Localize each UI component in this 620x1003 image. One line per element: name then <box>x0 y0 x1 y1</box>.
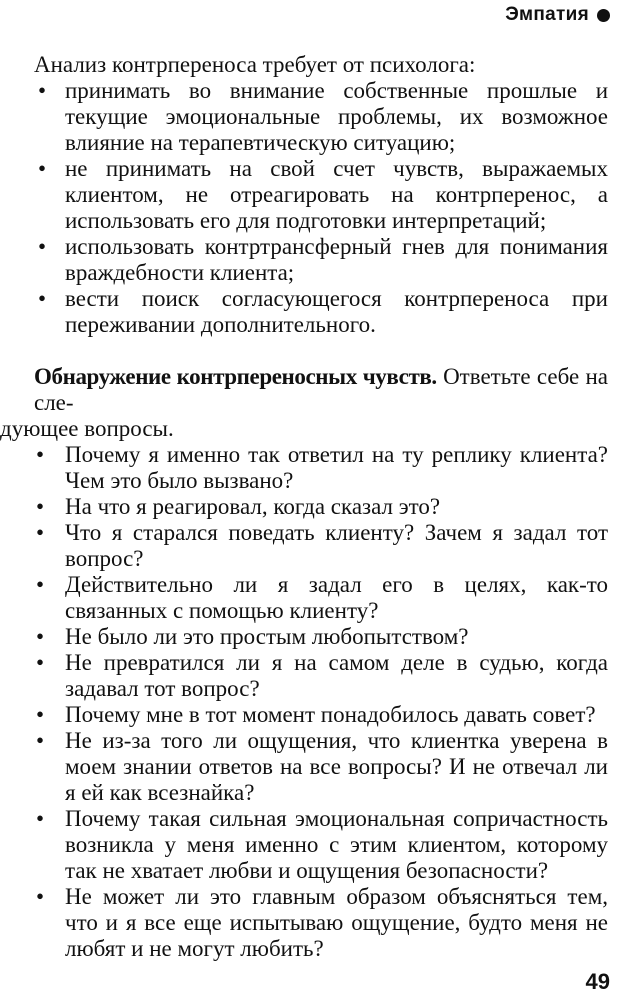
section2 <box>0 364 620 962</box>
bullet-dot-icon <box>597 9 610 22</box>
list-item: • использовать контртрансферный гнев для понимания враждебности клиента; <box>38 234 608 285</box>
bullet-icon: • <box>36 572 45 597</box>
running-head <box>505 4 610 26</box>
list-item: • Почему мне в тот момент понадобилось давать совет? <box>36 702 596 727</box>
bullet-icon: • <box>36 650 45 675</box>
page-number: 49 <box>585 969 610 994</box>
list-item: • Действительно ли я задал его в целях, как-то связанных с помощью клиенту? <box>36 572 608 623</box>
list-item: • Не превратился ли я на самом деле в судью, когда задавал тот вопрос? <box>36 650 608 701</box>
bullet-icon: • <box>36 702 45 727</box>
list-item: • Почему я именно так ответил на ту реплику клиента? Чем это было вызвано? <box>36 442 608 493</box>
section2-lead <box>0 364 620 442</box>
section2-lead-part1: Ответьте себе на сле- <box>34 364 608 415</box>
bullet-icon: • <box>36 728 45 753</box>
bullet-icon: • <box>36 806 45 831</box>
bullet-icon: • <box>36 884 45 909</box>
bullet-icon: • <box>38 78 47 103</box>
section2-heading: Обнаружение контрпереносных чувств. <box>34 364 437 389</box>
bullet-icon: • <box>38 156 47 181</box>
bullet-icon: • <box>36 442 45 467</box>
list-item: • Что я старался поведать клиенту? Зачем я задал тот вопрос? <box>36 520 608 571</box>
bullet-icon: • <box>36 520 45 545</box>
list-item: • вести поиск согласующегося контрпереноса при переживании дополнительного. <box>38 286 608 337</box>
bullet-icon: • <box>36 494 45 519</box>
bullet-icon: • <box>38 234 47 259</box>
list-item: • Не может ли это главным образом объясняться тем, что и я все еще испытываю ощущение, будто меня не любят и не могут любить? <box>36 884 608 961</box>
running-title: Эмпатия <box>505 4 589 25</box>
bullet-icon: • <box>36 624 45 649</box>
section1-list <box>0 78 620 338</box>
section2-lead-part2: дующее вопросы. <box>0 416 174 441</box>
list-item: • Не из-за того ли ощущения, что клиентка уверена в моем знании ответов на все вопросы? И не отвечал ли я ей как всезнайка? <box>36 728 608 805</box>
list-item: • На что я реагировал, когда сказал это? <box>36 494 441 519</box>
section1-intro: Анализ контрпереноса требует от психолога: <box>34 52 476 77</box>
list-item: • Не было ли это простым любопытством? <box>36 624 469 649</box>
section2-list <box>0 442 620 962</box>
list-item: • принимать во внимание собственные прошлые и текущие эмоциональные проблемы, их возможное влияние на терапевтическую ситуацию; <box>38 78 608 155</box>
list-item: • Почему такая сильная эмоциональная сопричастность возникла у меня именно с этим клиентом, которому так не хватает любви и ощущения безопасности? <box>36 806 608 883</box>
page-body <box>0 52 620 962</box>
list-item: • не принимать на свой счет чувств, выражаемых клиентом, не отреагировать на контрперенос, а использовать его для подготовки интерпретаций; <box>38 156 608 233</box>
bullet-icon: • <box>38 286 47 311</box>
